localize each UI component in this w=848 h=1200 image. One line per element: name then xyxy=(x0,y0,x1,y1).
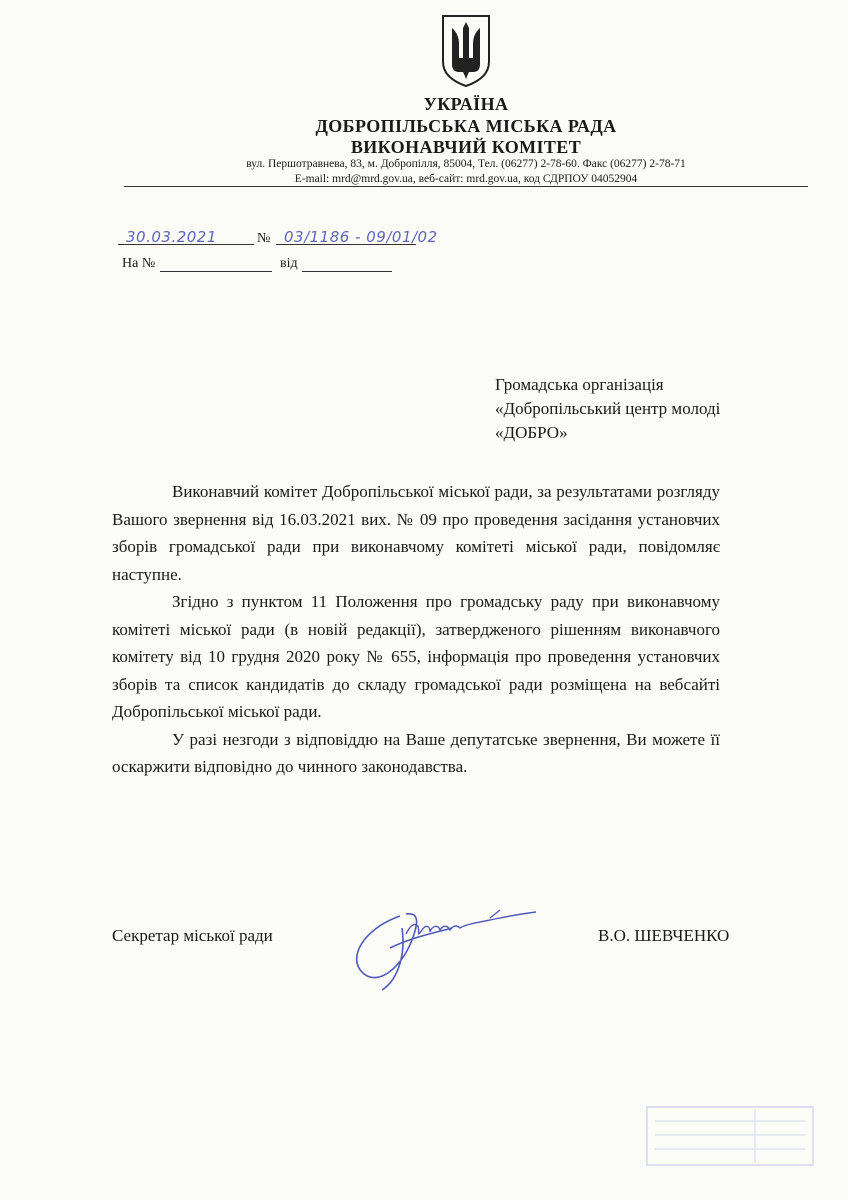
header-council: ДОБРОПІЛЬСЬКА МІСЬКА РАДА xyxy=(315,116,617,136)
body-paragraph-3: У разі незгоди з відповіддю на Ваше депутатське звернення, Ви можете її оскаржити відповідно до чинного законодавства. xyxy=(112,729,720,776)
header-committee: ВИКОНАВЧИЙ КОМІТЕТ xyxy=(350,137,582,157)
recipient-block xyxy=(495,373,720,445)
signatory-name: В.О. ШЕВЧЕНКО xyxy=(598,926,730,945)
header-divider xyxy=(124,186,808,187)
recipient-line-2: «Добропільський центр молоді xyxy=(495,399,721,418)
registration-stamp xyxy=(645,1105,815,1167)
reply-to-label: На № xyxy=(122,256,156,271)
number-sign: № xyxy=(257,231,271,246)
recipient-line-1: Громадська організація xyxy=(495,375,664,394)
coat-of-arms-icon xyxy=(440,14,492,88)
letter-body xyxy=(112,478,720,781)
header-country: УКРАЇНА xyxy=(423,94,509,114)
reply-date-underline xyxy=(302,271,392,272)
body-paragraph-1: Виконавчий комітет Добропільської міської ради, за результатами розгляду Вашого звернення від 16.03.2021 вих. № 09 про проведення засідання установчих зборів громадської ради при виконавчому комітеті міської ради, повідомляє наступне. xyxy=(112,482,720,584)
registration-date: 30.03.2021 xyxy=(126,228,217,246)
number-underline xyxy=(276,244,416,245)
recipient-line-3: «ДОБРО» xyxy=(495,423,568,442)
signatory-position: Секретар міської ради xyxy=(112,926,273,945)
date-underline xyxy=(118,244,254,245)
from-label: від xyxy=(280,256,298,271)
outgoing-number: 03/1186 - 09/01/02 xyxy=(284,228,438,246)
header-contacts: E-mail: mrd@mrd.gov.ua, веб-сайт: mrd.gov.ua, код СДРПОУ 04052904 xyxy=(294,173,638,185)
body-paragraph-2: Згідно з пунктом 11 Положення про громадську раду при виконавчому комітеті міської ради (в новій редакції), затвердженого рішенням виконавчого комітету від 10 грудня 2020 року № 655, інформація про проведення установчих зборів та список кандидатів до складу громадської ради розміщена на вебсайті Добропільської міської ради. xyxy=(112,592,720,721)
header-address: вул. Першотравнева, 83, м. Добропілля, 85004, Тел. (06277) 2-78-60. Факс (06277) 2-78-71 xyxy=(246,158,686,170)
reply-number-underline xyxy=(160,271,272,272)
handwritten-signature xyxy=(340,896,550,992)
